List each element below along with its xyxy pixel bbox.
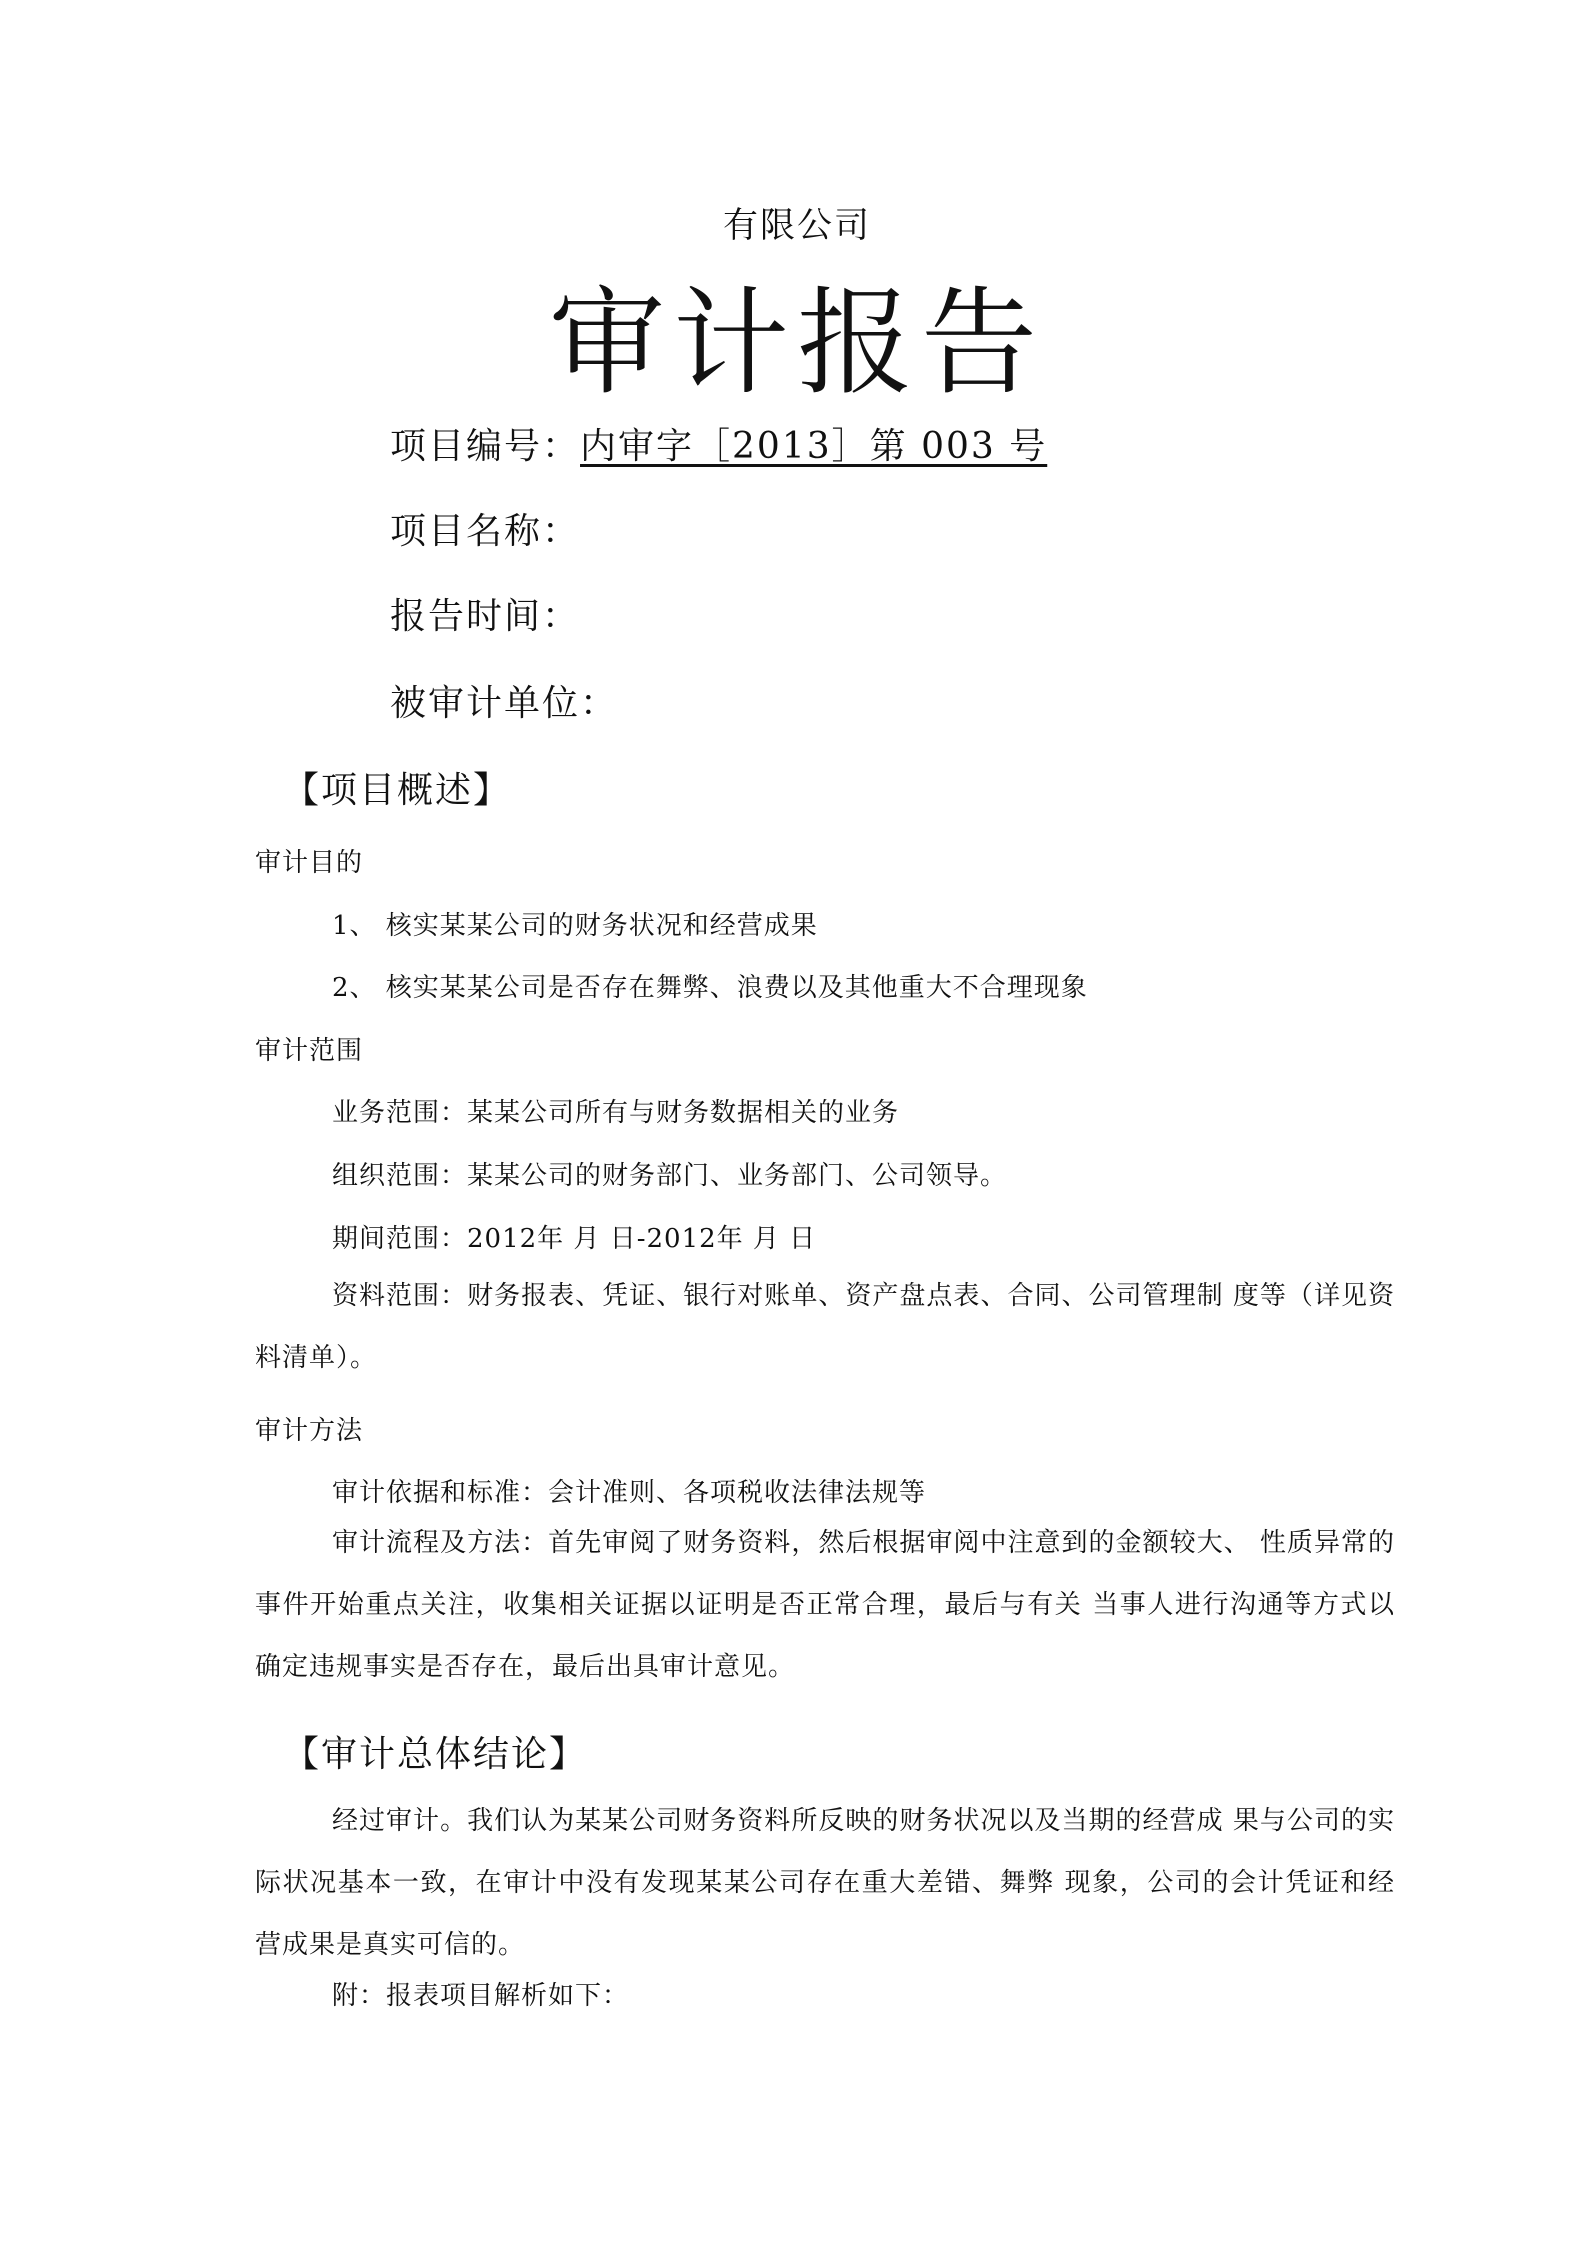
audit-process: 审计流程及方法：首先审阅了财务资料，然后根据审阅中注意到的金额较大、 性质异常的事件开始重点关注，收集相关证据以证明是否正常合理，最后与有关 当事人进行沟通等方式以确定违规事实是否存在，最后出具审计意见。 (255, 1528, 1395, 1682)
audit-scope-title: 审计范围 (255, 1036, 364, 1066)
purpose-item: 1、 核实某某公司的财务状况和经营成果 (332, 911, 818, 941)
report-title: 审计报告 (549, 276, 1045, 411)
audit-method-title: 审计方法 (255, 1416, 364, 1446)
project-name-label: 项目名称： (390, 511, 581, 552)
overview-heading: 【项目概述】 (283, 770, 512, 811)
project-number-row (390, 418, 1047, 469)
period-scope: 期间范围：2012年 月 日-2012年 月 日 (332, 1224, 817, 1254)
appendix-note: 附：报表项目解析如下： (332, 1981, 630, 2011)
audit-basis: 审计依据和标准：会计准则、各项税收法律法规等 (332, 1478, 927, 1508)
project-number-value: 内审字［2013］第 003 号 (580, 426, 1048, 467)
audit-purpose-title: 审计目的 (255, 848, 364, 878)
purpose-item: 2、 核实某某公司是否存在舞弊、浪费以及其他重大不合理现象 (332, 973, 1088, 1003)
conclusion-text: 经过审计。我们认为某某公司财务资料所反映的财务状况以及当期的经营成 果与公司的实际状况基本一致，在审计中没有发现某某公司存在重大差错、舞弊 现象，公司的会计凭证和经营成果是真实可信的。 (255, 1806, 1395, 1960)
business-scope: 业务范围：某某公司所有与财务数据相关的业务 (332, 1098, 900, 1128)
project-number-label: 项目编号： (390, 426, 581, 467)
company-name: 有限公司 (722, 206, 871, 246)
materials-scope: 资料范围：财务报表、凭证、银行对账单、资产盘点表、合同、公司管理制 度等（详见资料清单）。 (255, 1281, 1395, 1373)
organization-scope: 组织范围：某某公司的财务部门、业务部门、公司领导。 (332, 1161, 1008, 1191)
report-time-label: 报告时间： (390, 596, 581, 637)
audited-unit-label: 被审计单位： (390, 683, 619, 724)
conclusion-heading: 【审计总体结论】 (283, 1734, 588, 1775)
